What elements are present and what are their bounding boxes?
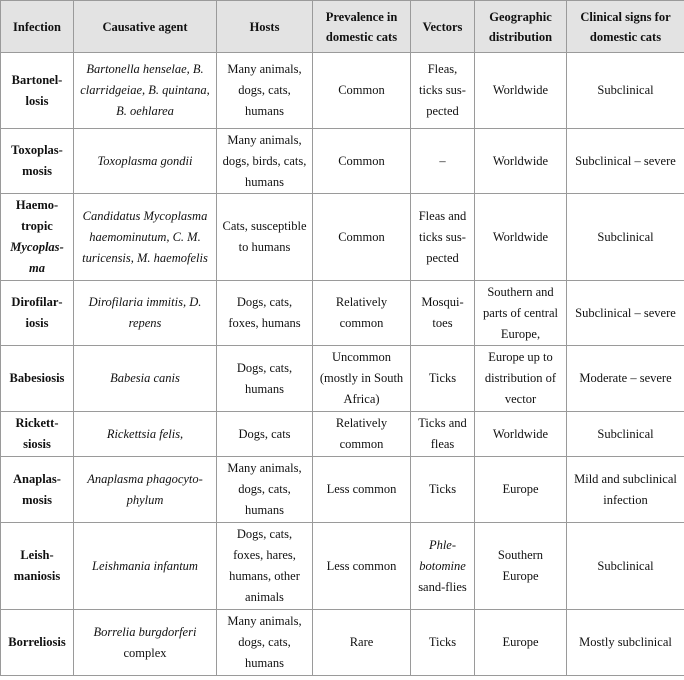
table-row [1,129,684,194]
cell-prevalence: Common [313,53,411,129]
cell-infection: Leishmaniosis [1,523,74,610]
infection-label-part2: Mycoplasma [10,240,64,275]
table-row [1,346,684,412]
cell-distribution: Southern and parts of central Europe, [475,281,567,346]
cell-infection: Anaplasmosis [1,457,74,523]
table-row [1,457,684,523]
cell-distribution: Worldwide [475,129,567,194]
cell-prevalence: Rare [313,610,411,676]
vector-genus: Phlebotomine [419,537,466,573]
cell-causative-agent: Dirofilaria immitis, D. repens [74,281,217,346]
cell-clinical-signs: Subclinical [567,412,684,457]
cell-causative-agent: Babesia canis [74,346,217,412]
cell-infection [1,194,74,281]
cell-clinical-signs: Subclinical – severe [567,129,684,194]
header-geographic-distribution: Geographic distribution [475,1,567,53]
cell-infection: Babesiosis [1,346,74,412]
cell-infection: Dirofilariosis [1,281,74,346]
cell-distribution: Worldwide [475,412,567,457]
cell-causative-agent: Anaplasma phagocytophylum [74,457,217,523]
cell-prevalence: Less common [313,523,411,610]
header-vectors: Vectors [411,1,475,53]
header-causative-agent: Causative agent [74,1,217,53]
header-clinical-signs: Clinical signs for domestic cats [567,1,684,53]
table-row [1,53,684,129]
table-row [1,412,684,457]
cell-vectors: Ticks [411,610,475,676]
table-row [1,194,684,281]
cell-hosts: Dogs, cats, humans [217,346,313,412]
cell-vectors [411,523,475,610]
cell-clinical-signs: Mostly subclinical [567,610,684,676]
cell-hosts: Many animals, dogs, cats, humans [217,457,313,523]
cell-hosts: Many animals, dogs, cats, humans [217,53,313,129]
cell-causative-agent: Candidatus Mycoplasma haemominutum, C. M. turicensis, M. haemofelis [74,194,217,281]
table-row [1,281,684,346]
infection-label-part1: Haemotropic [15,198,59,233]
cell-causative-agent: Bartonella henselae, B. clarridgeiae, B. quintana, B. oehlarea [74,53,217,129]
cell-prevalence: Common [313,129,411,194]
cell-clinical-signs: Subclinical [567,523,684,610]
cell-hosts: Many animals, dogs, cats, humans [217,610,313,676]
cell-infection: Borreliosis [1,610,74,676]
cell-clinical-signs: Subclinical [567,194,684,281]
cell-distribution: Southern Europe [475,523,567,610]
cell-prevalence: Common [313,194,411,281]
cell-hosts: Dogs, cats [217,412,313,457]
cell-clinical-signs: Moderate – severe [567,346,684,412]
cell-clinical-signs: Subclinical [567,53,684,129]
cell-hosts: Cats, susceptible to humans [217,194,313,281]
cell-infection: Bartonellosis [1,53,74,129]
cell-vectors: Ticks and fleas [411,412,475,457]
cell-vectors: Mosquitoes [411,281,475,346]
cell-vectors: Fleas and ticks suspected [411,194,475,281]
cell-prevalence: Relatively common [313,281,411,346]
cell-distribution: Europe up to distribution of vector [475,346,567,412]
table-row [1,610,684,676]
cell-causative-agent: Leishmania infantum [74,523,217,610]
cell-distribution: Europe [475,457,567,523]
cell-hosts: Many animals, dogs, birds, cats, humans [217,129,313,194]
cell-prevalence: Uncommon (mostly in South Africa) [313,346,411,412]
cell-causative-agent: Toxoplasma gondii [74,129,217,194]
cell-distribution: Europe [475,610,567,676]
header-infection: Infection [1,1,74,53]
cell-prevalence: Less common [313,457,411,523]
cell-prevalence: Relatively common [313,412,411,457]
cell-clinical-signs: Mild and subclinical infection [567,457,684,523]
cell-vectors: Ticks [411,457,475,523]
cell-distribution: Worldwide [475,53,567,129]
header-hosts: Hosts [217,1,313,53]
vector-common-name: sand-flies [418,579,467,594]
cell-infection: Rickettsiosis [1,412,74,457]
cell-vectors: Ticks [411,346,475,412]
header-row [1,1,684,53]
cell-vectors: Fleas, ticks suspected [411,53,475,129]
cell-causative-agent: Rickettsia felis, [74,412,217,457]
cell-clinical-signs: Subclinical – severe [567,281,684,346]
cell-distribution: Worldwide [475,194,567,281]
cell-hosts: Dogs, cats, foxes, hares, humans, other animals [217,523,313,610]
cell-infection: Toxoplasmosis [1,129,74,194]
cell-causative-agent [74,610,217,676]
header-prevalence: Prevalence in domestic cats [313,1,411,53]
cell-vectors: – [411,129,475,194]
agent-suffix: complex [123,645,167,660]
table-row [1,523,684,610]
agent-species: Borrelia burgdorferi [93,624,197,639]
cell-hosts: Dogs, cats, foxes, humans [217,281,313,346]
